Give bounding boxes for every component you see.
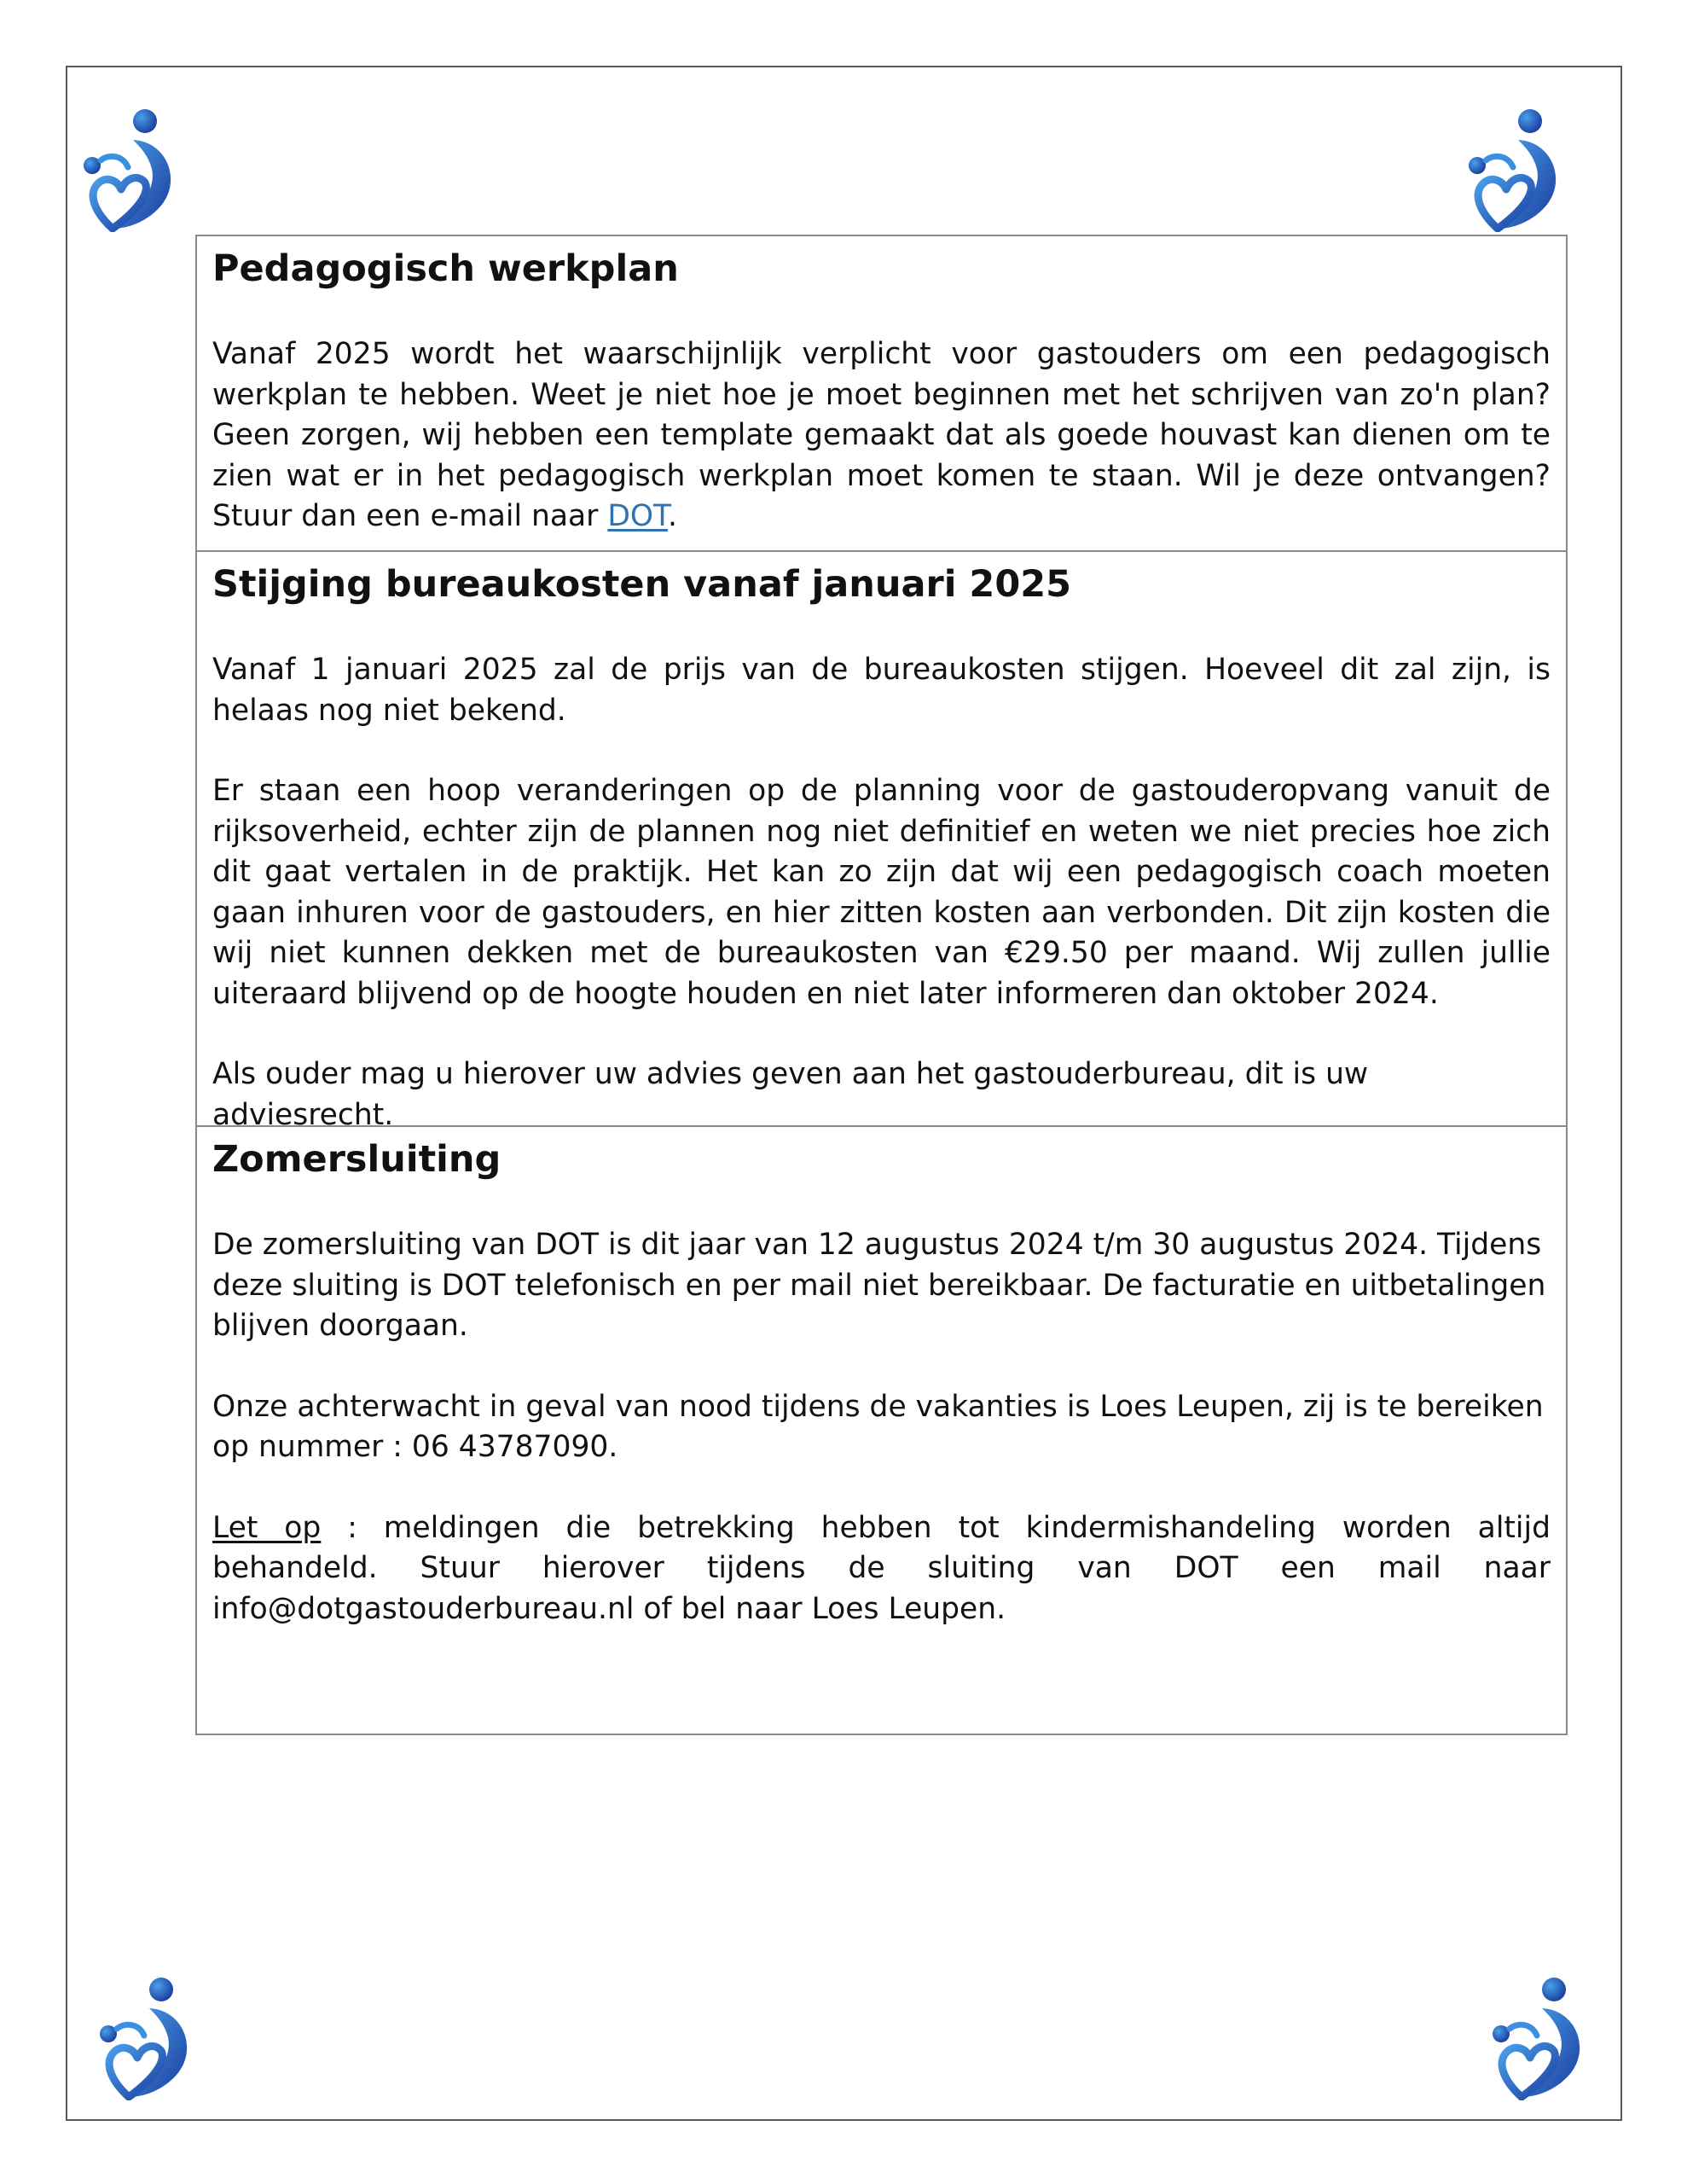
family-heart-logo-icon <box>1460 104 1569 232</box>
section-stijging-bureaukosten <box>197 552 1566 1132</box>
paragraph-end: . <box>668 499 677 533</box>
paragraph-text: : meldingen die betrekking hebben tot kindermishandeling worden altijd behandeld. Stuur hierover tijdens de sluiting van DOT een mail naar info@dotgastouderbureau.nl of bel naar Loes Leupen. <box>212 1510 1551 1626</box>
section-paragraph <box>212 334 1551 537</box>
section-zomersluiting <box>197 1127 1566 1735</box>
let-op-label: Let op <box>212 1510 322 1545</box>
paragraph-text: Vanaf 2025 wordt het waarschijnlijk verplicht voor gastouders om een pedagogisch werkplan te hebben. Weet je niet hoe je moet beginnen met het schrijven van zo'n plan? Geen zorgen, wij hebben een template gemaakt dat als goede houvast kan dienen om te zien wat er in het pedagogisch werkplan moet komen te staan. Wil je deze ontvangen? Stuur dan een e-mail naar <box>212 337 1551 533</box>
section-title: Stijging bureaukosten vanaf januari 2025 <box>212 563 1072 606</box>
section-title: Pedagogisch werkplan <box>212 247 679 290</box>
section-pedagogisch-werkplan <box>197 236 1566 552</box>
section-paragraph: De zomersluiting van DOT is dit jaar van 12 augustus 2024 t/m 30 augustus 2024. Tijdens deze sluiting is DOT telefonisch en per mail niet bereikbaar. De facturatie en uitbetalingen blijven doorgaan. <box>212 1228 1546 1343</box>
section-paragraph: Onze achterwacht in geval van nood tijdens de vakanties is Loes Leupen, zij is te bereiken op nummer : 06 43787090. <box>212 1389 1544 1464</box>
family-heart-logo-icon <box>91 1972 200 2100</box>
dot-email-link[interactable]: DOT <box>607 499 669 533</box>
section-paragraph: Vanaf 1 januari 2025 zal de prijs van de bureaukosten stijgen. Hoeveel dit zal zijn, is helaas nog niet bekend. <box>212 653 1551 728</box>
section-paragraph: Als ouder mag u hierover uw advies geven aan het gastouderbureau, dit is uw adviesrecht. <box>212 1057 1369 1132</box>
section-paragraph: Er staan een hoop veranderingen op de planning voor de gastouderopvang vanuit de rijksoverheid, echter zijn de plannen nog niet definitief en weten we niet precies hoe zich dit gaat vertalen in de praktijk. Het kan zo zijn dat wij een pedagogisch coach moeten gaan inhuren voor de gastouders, en hier zitten kosten aan verbonden. Dit zijn kosten die wij niet kunnen dekken met de bureaukosten van €29.50 per maand. Wij zullen jullie uiteraard blijvend op de hoogte houden en niet later informeren dan oktober 2024. <box>212 774 1551 1011</box>
section-title: Zomersluiting <box>212 1138 501 1181</box>
family-heart-logo-icon <box>1484 1972 1593 2100</box>
newsletter-table <box>195 235 1568 1735</box>
section-paragraph <box>212 1508 1551 1630</box>
family-heart-logo-icon <box>75 104 184 232</box>
